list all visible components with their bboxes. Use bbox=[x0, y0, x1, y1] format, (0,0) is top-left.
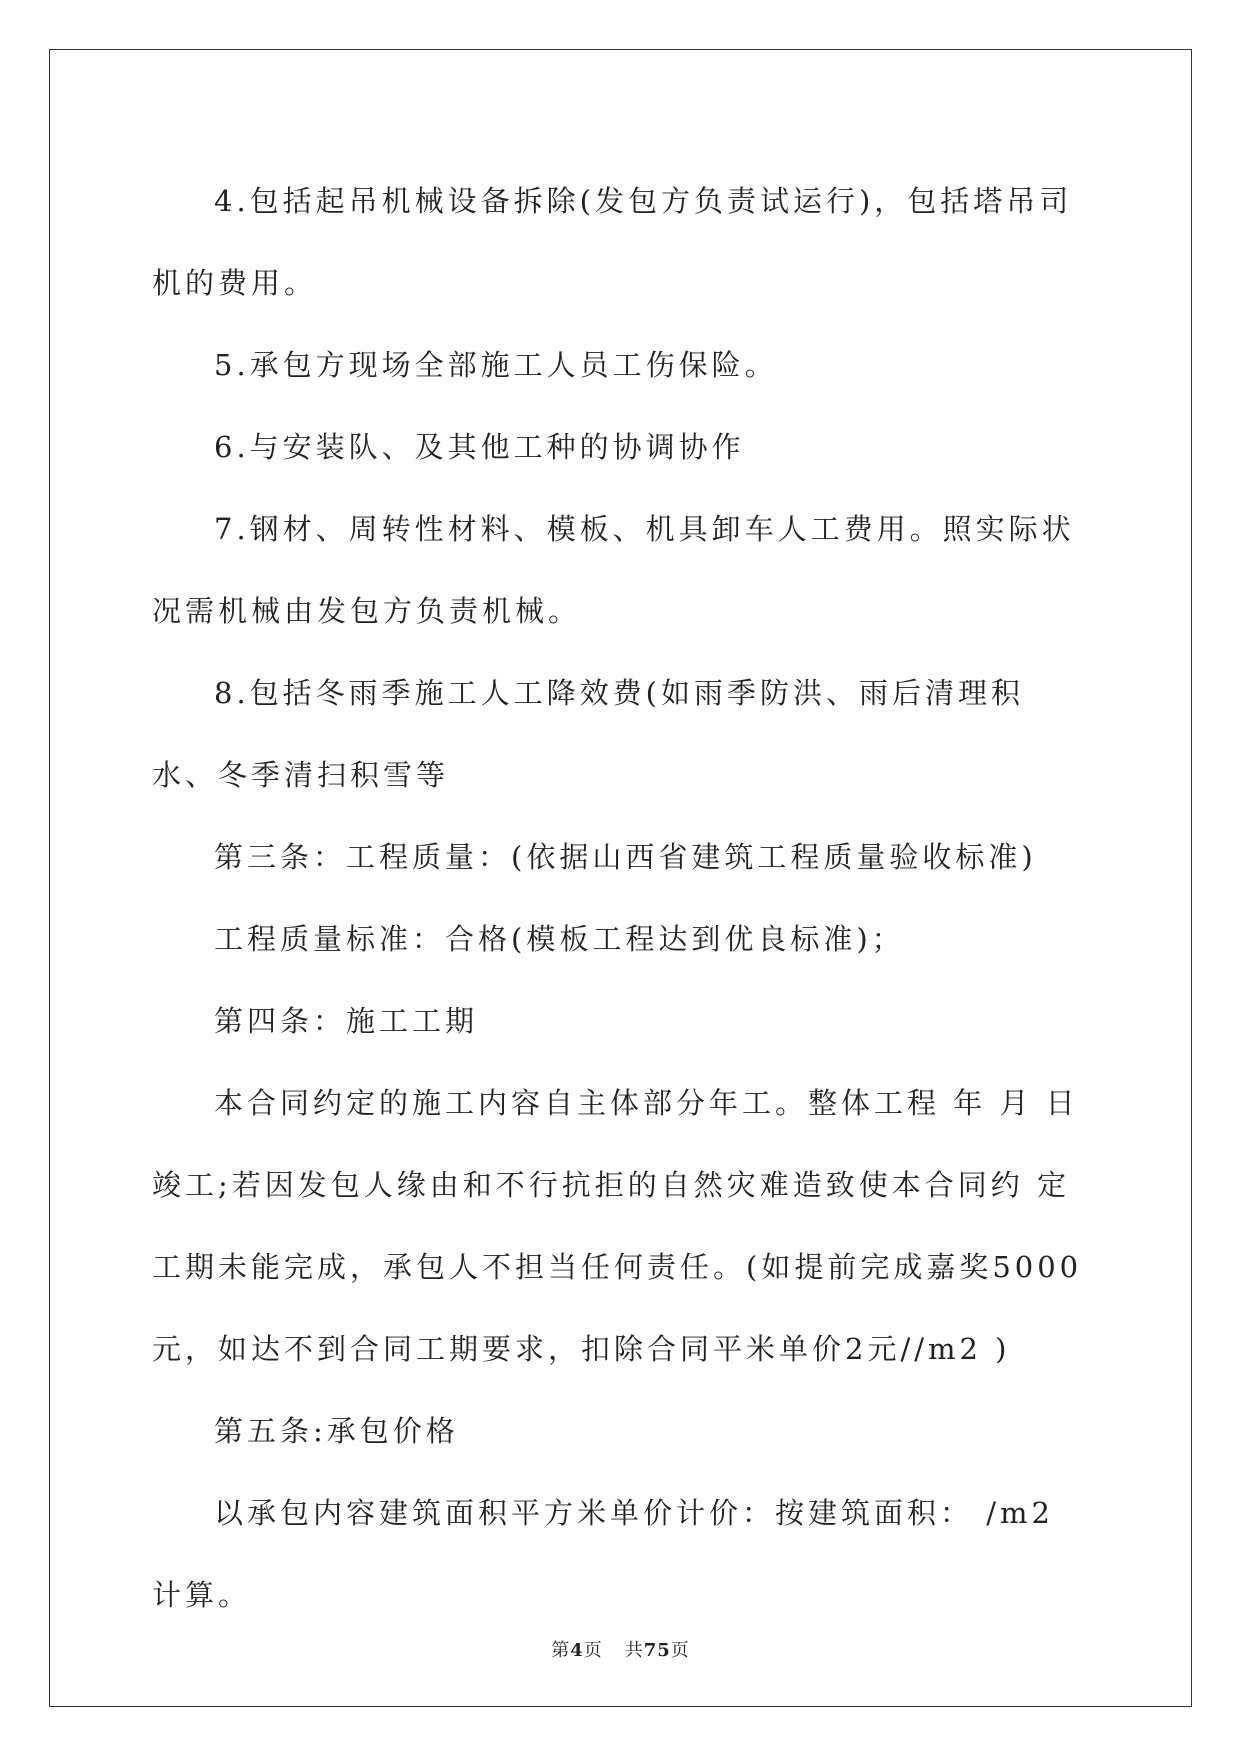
paragraph-item-8: 8.包括冬雨季施工人工降效费(如雨季防洪、雨后清理积水、冬季清扫积雪等 bbox=[152, 676, 1024, 792]
page-footer bbox=[0, 1636, 1241, 1662]
article-4-heading: 第四条：施工工期 bbox=[214, 1004, 479, 1038]
article-3-heading: 第三条：工程质量：(依据山西省建筑工程质量验收标准) bbox=[214, 840, 1037, 874]
page-number: 4 bbox=[570, 1640, 584, 1661]
footer-page-suffix: 页 bbox=[583, 1640, 603, 1661]
schedule-paragraph: 本合同约定的施工内容自主体部分年工。整体工程 年 月 日竣工;若因发包人缘由和不行抗拒的自然灾难造致使本合同约 定工期未能完成，承包人不担当任何责任。(如提前完成嘉奖5000元，如达不到合同工期要求，扣除合同平米单价2元//m2 ) bbox=[152, 1086, 1083, 1366]
paragraph-item-6: 6.与安装队、及其他工种的协调协作 bbox=[214, 430, 745, 464]
footer-total-suffix: 页 bbox=[670, 1640, 690, 1661]
paragraph-item-7: 7.钢材、周转性材料、模板、机具卸车人工费用。照实际状况需机械由发包方负责机械。 bbox=[152, 512, 1075, 628]
paragraph-item-5: 5.承包方现场全部施工人员工伤保险。 bbox=[214, 348, 778, 382]
price-paragraph: 以承包内容建筑面积平方米单价计价：按建筑面积： /m2 计算。 bbox=[152, 1496, 1054, 1612]
total-pages: 75 bbox=[643, 1640, 671, 1661]
document-body bbox=[152, 160, 1087, 1636]
footer-total-prefix: 共 bbox=[624, 1640, 644, 1661]
paragraph-item-4: 4.包括起吊机械设备拆除(发包方负责试运行)，包括塔吊司机的费用。 bbox=[152, 184, 1073, 300]
article-5-heading: 第五条:承包价格 bbox=[214, 1414, 459, 1448]
quality-standard: 工程质量标准：合格(模板工程达到优良标准)； bbox=[214, 922, 905, 956]
footer-prefix: 第 bbox=[551, 1640, 571, 1661]
